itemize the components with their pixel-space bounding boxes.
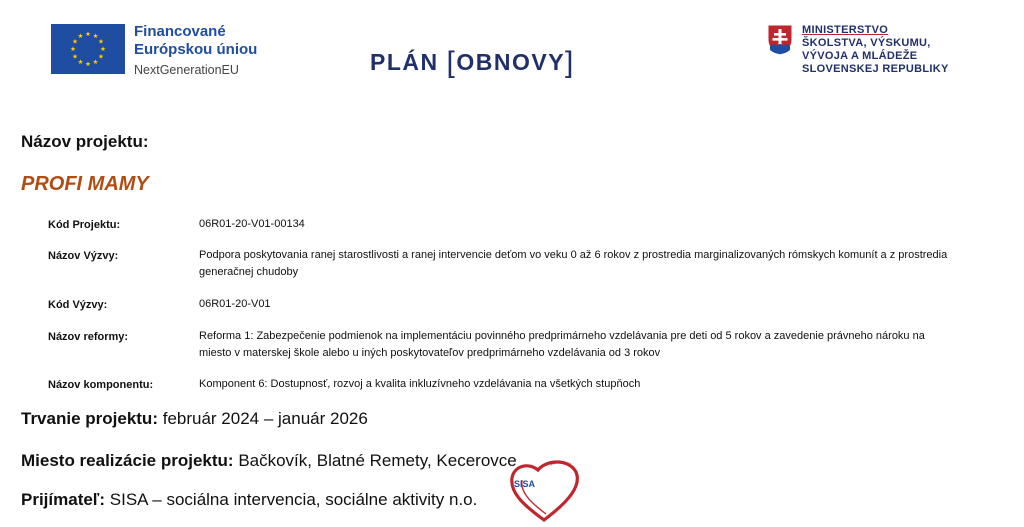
eu-logo-line2: Európskou úniou [134, 41, 258, 58]
sisa-logo-arc-text: Sociálna intervencia, so [548, 459, 581, 486]
location-line [21, 451, 517, 471]
eu-star-icon [78, 33, 83, 38]
eu-logo-line1: Financované [134, 23, 226, 40]
ministry-line3: VÝVOJA A MLÁDEŽE [802, 50, 918, 62]
eu-star-icon [86, 61, 91, 66]
field-label-reform: Názov reformy: [48, 331, 129, 343]
bracket-close-icon: ] [565, 46, 575, 79]
field-value-reform: Reforma 1: Zabezpečenie podmienok na implementáciu povinného predprimárneho vzdelávania pre deti od 5 rokov a zavedenie právneho nároku na miesto v materskej škole alebo u iných poskytovateľov predprimárneho vzdelávania od 3 rokov [199, 330, 925, 359]
ministry-line2: ŠKOLSTVA, VÝSKUMU, [802, 37, 931, 49]
plan-obnovy-logo [370, 44, 575, 78]
eu-star-icon [71, 46, 76, 51]
plan-logo-word1: PLÁN [370, 49, 439, 75]
field-label-component: Názov komponentu: [48, 379, 154, 391]
field-label-call-code: Kód Výzvy: [48, 299, 108, 311]
eu-logo-text [134, 24, 257, 77]
duration-label: Trvanie projektu: [21, 409, 158, 428]
project-name-label: Názov projektu: [21, 132, 149, 151]
eu-flag-logo [51, 24, 125, 74]
field-value-call-code: 06R01-20-V01 [199, 298, 271, 310]
eu-star-icon [93, 59, 98, 64]
project-name: PROFI MAMY [21, 173, 149, 195]
ministry-logo-text [802, 24, 949, 76]
sisa-logo-text: SISA [514, 479, 536, 489]
eu-logo-line3: NextGenerationEU [134, 63, 239, 77]
field-label-project-code: Kód Projektu: [48, 219, 121, 231]
ministry-line4: SLOVENSKEJ REPUBLIKY [802, 63, 949, 75]
eu-star-icon [73, 39, 78, 44]
eu-star-icon [86, 31, 91, 36]
field-value-call-name: Podpora poskytovania ranej starostlivosti a ranej intervencie deťom vo veku 0 až 6 rokov z prostredia marginalizovaných rómskych komunít a z prostredia generačnej chudoby [199, 249, 948, 278]
bracket-open-icon: [ [446, 46, 457, 79]
eu-star-icon [99, 54, 104, 59]
duration-line [21, 409, 368, 429]
field-label-call-name: Názov Výzvy: [48, 250, 119, 262]
sisa-heart-logo [506, 456, 582, 522]
recipient-value: SISA – sociálna intervencia, sociálne aktivity n.o. [109, 490, 478, 509]
recipient-line [21, 490, 477, 510]
duration-value: február 2024 – január 2026 [162, 409, 368, 428]
eu-star-icon [78, 59, 83, 64]
eu-star-icon [101, 46, 106, 51]
field-value-project-code: 06R01-20-V01-00134 [199, 218, 305, 230]
slovak-crest-icon [767, 24, 793, 56]
recipient-label: Prijímateľ: [21, 490, 106, 509]
eu-star-icon [99, 39, 104, 44]
plan-logo-word2: OBNOVY [456, 49, 566, 75]
eu-star-icon [73, 54, 78, 59]
ministry-line1: MINISTERSTVO [802, 24, 889, 36]
location-label: Miesto realizácie projektu: [21, 451, 234, 470]
location-value: Bačkovík, Blatné Remety, Kecerovce [238, 451, 517, 470]
field-value-component: Komponent 6: Dostupnosť, rozvoj a kvalita inkluzívneho vzdelávania na všetkých stupňoch [199, 378, 641, 390]
eu-star-icon [93, 33, 98, 38]
